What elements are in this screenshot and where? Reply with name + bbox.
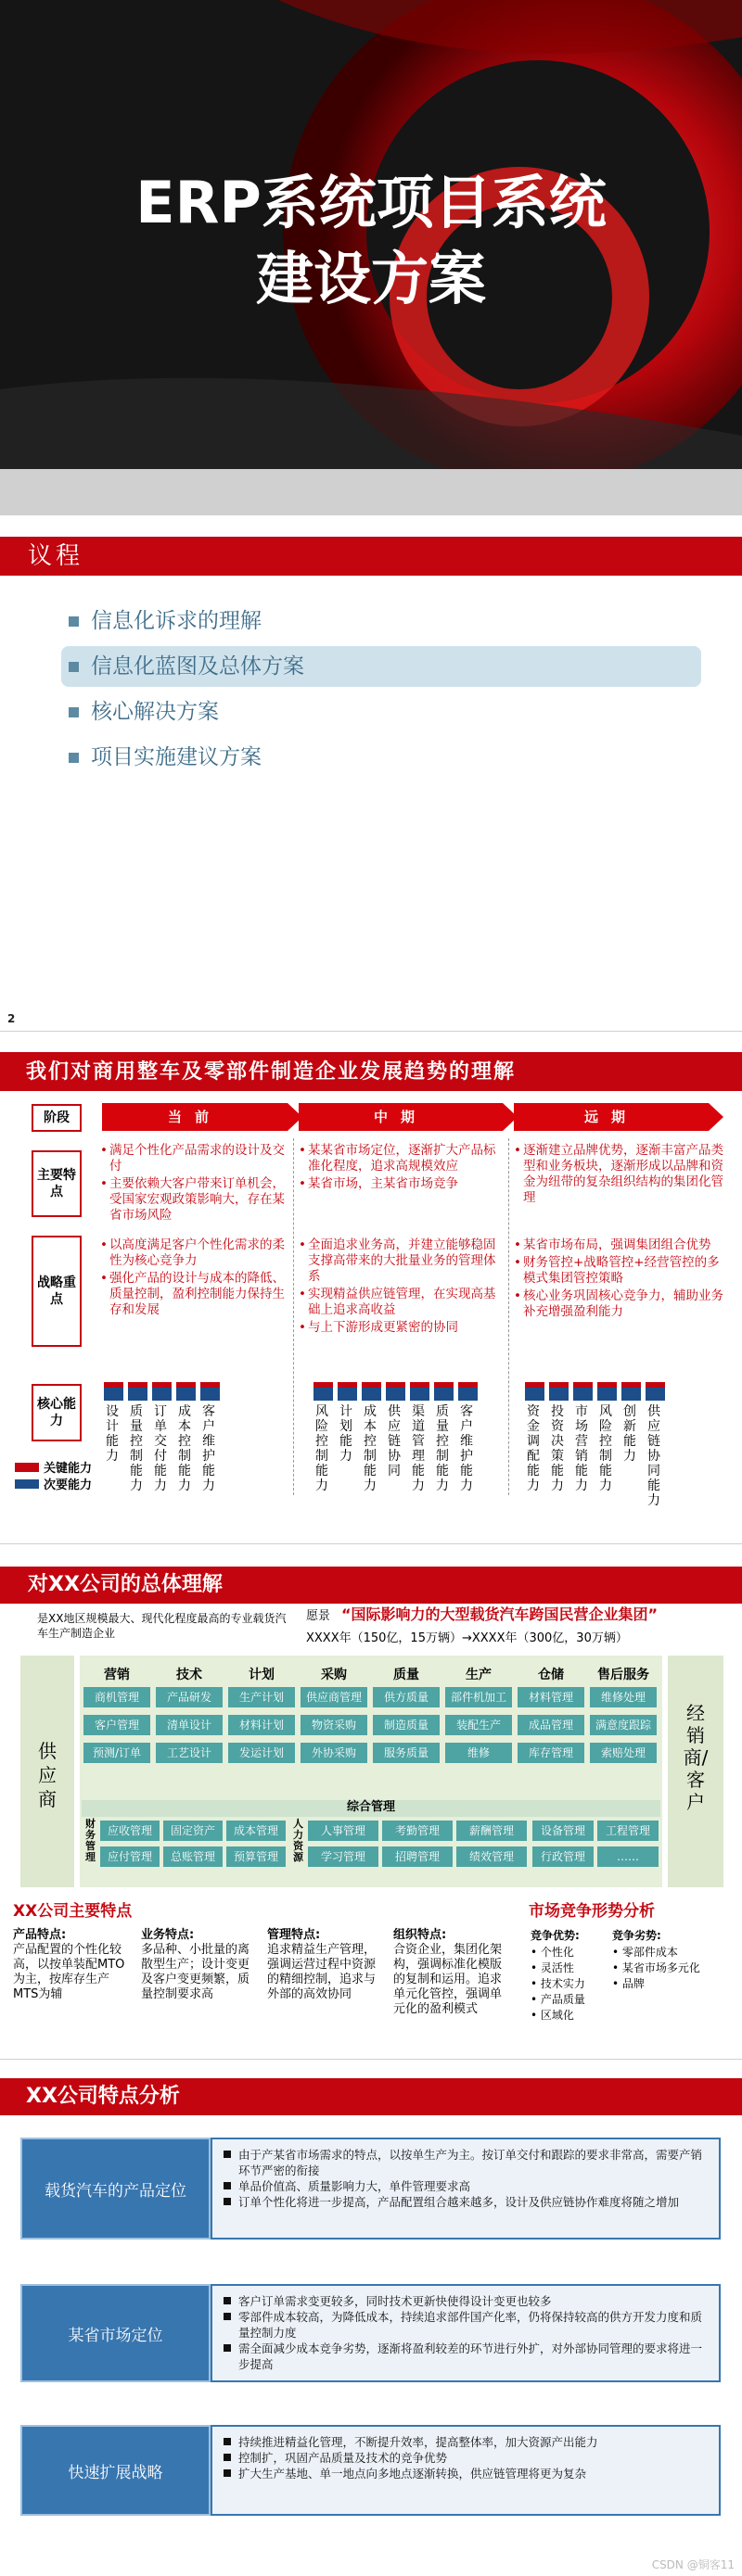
row-label-stage: 阶段 — [32, 1104, 82, 1132]
features-long — [514, 1143, 727, 1208]
analysis-point: 单品价值高、质量影响力大，单件管理要求高 — [224, 2178, 708, 2194]
advantage-title: 竞争优势: — [531, 1929, 580, 1942]
capability-label: 客户维护能力 — [460, 1404, 473, 1493]
hr-item: 薪酬管理 — [456, 1821, 527, 1841]
strategy-point: • 实现精益供应链管理，在实现高基础上追求高收益 — [299, 1287, 505, 1318]
column-divider — [293, 1138, 294, 1495]
process-item: 清单设计 — [156, 1715, 223, 1735]
analysis-point: 扩大生产基地、单一地点向多地点逐渐转换，供应链管理将更为复杂 — [224, 2466, 708, 2481]
capability-bar — [646, 1382, 665, 1401]
finance-label: 财务管理 — [85, 1818, 96, 1863]
capability-bar — [104, 1382, 123, 1401]
process-item: 制造质量 — [373, 1715, 440, 1735]
capability-label: 风险控制能力 — [599, 1404, 612, 1493]
capability-label: 资金调配能力 — [527, 1404, 540, 1493]
feature-column-text: 多品种、小批量的离散型生产；设计变更及客户变更频繁，质量控制要求高 — [141, 1943, 250, 2001]
finance-item: 成本管理 — [226, 1821, 286, 1841]
phase-mid: 中期 — [299, 1103, 503, 1131]
analysis-slide — [0, 2060, 742, 2576]
process-item: 生产计划 — [228, 1687, 295, 1707]
other-mgmt-item: 设备管理 — [532, 1821, 594, 1841]
capability-label: 投资决策能力 — [551, 1404, 564, 1493]
analysis-point: 由于产某省市场需求的特点，以按单生产为主。按订单交付和跟踪的要求非常高，需要产销环节严密的衔接 — [224, 2147, 708, 2178]
advantage-item: • 个性化 — [531, 1946, 574, 1959]
page-number: 2 — [7, 1012, 16, 1025]
feature-point: • 某某省市场定位，逐渐扩大产品标准化程度，追求高规模效应 — [299, 1143, 505, 1174]
feature-column-text: 追求精益生产管理，强调运营过程中资源的精细控制，追求与外部的高效协同 — [267, 1943, 377, 2001]
hr-item: 人事管理 — [308, 1821, 378, 1841]
general-mgmt-label: 综合管理 — [82, 1800, 660, 1817]
legend-minor — [15, 1475, 92, 1492]
cover-title-line2: 建设方案 — [255, 245, 486, 312]
agenda-list — [61, 601, 701, 782]
features-mid — [299, 1143, 505, 1194]
process-column-head: 技术 — [176, 1668, 202, 1682]
process-item: 成品管理 — [518, 1715, 584, 1735]
analysis-point: 客户订单需求变更较多，同时技术更新快使得设计变更也较多 — [224, 2293, 708, 2309]
other-mgmt-item: 行政管理 — [532, 1846, 594, 1867]
advantage-item: • 区域化 — [531, 2009, 574, 2022]
capability-label: 成本控制能力 — [364, 1404, 377, 1493]
analysis-header: XX公司特点分析 — [0, 2078, 742, 2115]
feature-column-head: 业务特点: — [141, 1928, 195, 1942]
row-label-features: 主要特点 — [32, 1150, 82, 1217]
capability-label: 风险控制能力 — [315, 1404, 328, 1493]
analysis-block-points — [211, 2284, 721, 2382]
process-item: 装配生产 — [445, 1715, 512, 1735]
agenda-item: 项目实施建议方案 — [61, 737, 701, 778]
hr-item: 绩效管理 — [456, 1846, 527, 1867]
finance-item: 预算管理 — [226, 1846, 286, 1867]
phase-long: 远期 — [514, 1103, 709, 1131]
capability-bar — [313, 1382, 333, 1401]
analysis-point: 控制扩，巩固产品质量及技术的竞争优势 — [224, 2450, 708, 2466]
analysis-block-points — [211, 2425, 721, 2516]
capability-label: 渠道管理能力 — [412, 1404, 425, 1493]
capability-label: 成本控制能力 — [178, 1404, 191, 1493]
process-item: 部件机加工 — [445, 1687, 512, 1707]
feature-column — [141, 1928, 256, 2002]
cover-slide — [0, 0, 742, 469]
threat-title: 竞争劣势: — [612, 1929, 661, 1942]
overview-header: 对XX公司的总体理解 — [0, 1567, 742, 1604]
analysis-point: 需全面减少成本竞争劣势，逐渐将盈利较差的环节进行外扩，对外部协同管理的要求将进一步提高 — [224, 2341, 708, 2372]
other-mgmt-item: 工程管理 — [597, 1821, 659, 1841]
process-item: 维修处理 — [590, 1687, 657, 1707]
process-item: 维修 — [445, 1743, 512, 1763]
advantage-item: • 产品质量 — [531, 1993, 585, 2006]
capability-bar — [525, 1382, 544, 1401]
process-item: 产品研发 — [156, 1687, 223, 1707]
agenda-header: 议程 — [0, 537, 742, 576]
capability-label: 供应链协同能力 — [647, 1404, 660, 1508]
market-title: 市场竞争形势分析 — [529, 1902, 655, 1921]
process-column-head: 质量 — [393, 1668, 419, 1682]
overview-slide — [0, 1544, 742, 2059]
hr-item: 招聘管理 — [382, 1846, 453, 1867]
row-label-capability: 核心能力 — [32, 1384, 82, 1441]
analysis-block-label: 载货汽车的产品定位 — [20, 2138, 211, 2240]
watermark: CSDN @铜客11 — [651, 2558, 735, 2571]
process-item: 材料管理 — [518, 1687, 584, 1707]
threat-item: • 品牌 — [612, 1977, 645, 1990]
capability-label: 计划能力 — [339, 1404, 352, 1464]
legend-key — [15, 1458, 92, 1476]
process-item: 外协采购 — [301, 1743, 367, 1763]
cover-title-line1: ERP系统项目系统 — [135, 169, 607, 236]
feature-column-head: 组织特点: — [393, 1928, 447, 1942]
finance-item: 总账管理 — [163, 1846, 223, 1867]
feature-column-head: 产品特点: — [13, 1928, 67, 1942]
strategy-point: • 核心业务巩固核心竞争力，辅助业务补充增强盈利能力 — [514, 1288, 727, 1320]
process-item: 索赔处理 — [590, 1743, 657, 1763]
strategy-point: • 某省市场布局，强调集团组合优势 — [514, 1237, 727, 1253]
analysis-point: 订单个性化将进一步提高，产品配置组合越来越多，设计及供应链协作难度将随之增加 — [224, 2194, 708, 2210]
process-item: 供应商管理 — [301, 1687, 367, 1707]
capability-bar — [573, 1382, 593, 1401]
feature-column-text: 合资企业，集团化架构，强调标准化模版的复制和运用。追求单元化管控，强调单元化的盈利模式 — [393, 1943, 503, 2016]
strategy-current — [100, 1237, 290, 1320]
hr-item: 考勤管理 — [382, 1821, 453, 1841]
feature-point: • 逐渐建立品牌优势，逐渐丰富产品类型和业务板块，逐渐形成以品牌和资金为纽带的复杂组织结构的集团化管理 — [514, 1143, 727, 1206]
agenda-item: 核心解决方案 — [61, 692, 701, 732]
other-mgmt-item: …… — [597, 1846, 659, 1867]
feature-column — [13, 1928, 128, 2002]
capability-bar — [152, 1382, 172, 1401]
capability-bar — [549, 1382, 569, 1401]
finance-item: 固定资产 — [163, 1821, 223, 1841]
finance-item: 应收管理 — [100, 1821, 160, 1841]
feature-column-text: 产品配置的个性化较高，以按单装配MTO为主，按库存生产MTS为辅 — [13, 1943, 125, 2001]
capability-label: 订单交付能力 — [154, 1404, 167, 1493]
process-item: 供方质量 — [373, 1687, 440, 1707]
legend-swatch-minor — [15, 1479, 39, 1489]
threat-item: • 某省市场多元化 — [612, 1961, 700, 1974]
capability-label: 设计能力 — [106, 1404, 119, 1464]
process-item: 工艺设计 — [156, 1743, 223, 1763]
strategy-long — [514, 1237, 727, 1322]
dealer-label: 经销商/客户 — [683, 1702, 709, 1813]
analysis-point: 持续推进精益化管理，不断提升效率，提高整体率，加大资源产出能力 — [224, 2434, 708, 2450]
process-item: 客户管理 — [83, 1715, 150, 1735]
capability-bar — [362, 1382, 381, 1401]
analysis-point: 零部件成本较高，为降低成本，持续追求部件国产化率，仍将保持较高的供方开发力度和质量控制力度 — [224, 2309, 708, 2341]
capability-bar — [597, 1382, 617, 1401]
trend-slide — [0, 1032, 742, 1543]
process-item: 发运计划 — [228, 1743, 295, 1763]
hr-label: 人力资源 — [293, 1818, 303, 1863]
analysis-block-points — [211, 2138, 721, 2240]
process-item: 物资采购 — [301, 1715, 367, 1735]
feature-point: • 主要依赖大客户带来订单机会，受国家宏观政策影响大，存在某省市场风险 — [100, 1176, 290, 1224]
feature-title: XX公司主要特点 — [13, 1902, 133, 1921]
process-item: 服务质量 — [373, 1743, 440, 1763]
feature-column — [267, 1928, 382, 2002]
strategy-mid — [299, 1237, 505, 1338]
column-divider — [508, 1138, 509, 1495]
capability-bar — [176, 1382, 196, 1401]
capability-bar — [386, 1382, 405, 1401]
capability-bar — [410, 1382, 429, 1401]
process-item: 商机管理 — [83, 1687, 150, 1707]
capability-label: 创新能力 — [623, 1404, 636, 1464]
process-column-head: 计划 — [249, 1668, 275, 1682]
capability-bar — [434, 1382, 454, 1401]
advantage-item: • 技术实力 — [531, 1977, 585, 1990]
phase-current: 当前 — [102, 1103, 288, 1131]
process-column-head: 营销 — [104, 1668, 130, 1682]
row-label-strategy: 战略重点 — [32, 1236, 82, 1347]
analysis-block-label: 某省市场定位 — [20, 2284, 211, 2382]
process-item: 预测/订单 — [83, 1743, 150, 1763]
trend-header: 我们对商用整车及零部件制造企业发展趋势的理解 — [0, 1052, 742, 1091]
vision-label: 愿景 — [306, 1609, 331, 1623]
capability-label: 质量控制能力 — [130, 1404, 143, 1493]
legend-key-label: 关键能力 — [44, 1462, 93, 1476]
strategy-point: • 全面追求业务高，并建立能够稳固支撑高带来的大批量业务的管理体系 — [299, 1237, 505, 1285]
feature-point: • 某省市场，主某省市场竞争 — [299, 1176, 505, 1192]
process-item: 满意度跟踪 — [590, 1715, 657, 1735]
capability-label: 客户维护能力 — [202, 1404, 215, 1493]
feature-column-head: 管理特点: — [267, 1928, 321, 1942]
capability-bar — [128, 1382, 147, 1401]
process-column-head: 采购 — [321, 1668, 347, 1682]
threat-item: • 零部件成本 — [612, 1946, 678, 1959]
supplier-label: 供应商 — [38, 1740, 57, 1810]
process-column-head: 仓储 — [538, 1668, 564, 1682]
agenda-slide — [0, 515, 742, 1031]
process-column-head: 生产 — [466, 1668, 492, 1682]
strategy-point: • 以高度满足客户个性化需求的柔性为核心竞争力 — [100, 1237, 290, 1269]
cover-title — [0, 165, 742, 317]
process-item: 库存管理 — [518, 1743, 584, 1763]
capability-bar — [621, 1382, 641, 1401]
process-column-head: 售后服务 — [597, 1668, 649, 1682]
features-current — [100, 1143, 290, 1225]
vision-text: “国际影响力的大型载货汽车跨国民营企业集团” — [341, 1605, 659, 1623]
analysis-block-label: 快速扩展战略 — [20, 2425, 211, 2516]
capability-bar — [200, 1382, 220, 1401]
legend-swatch-key — [15, 1463, 39, 1472]
hr-item: 学习管理 — [308, 1846, 378, 1867]
capability-label: 供应链协同 — [388, 1404, 401, 1478]
capability-bar — [338, 1382, 357, 1401]
strategy-point: • 强化产品的设计与成本的降低、质量控制，盈利控制能力保持生存和发展 — [100, 1271, 290, 1318]
advantage-item: • 灵活性 — [531, 1961, 574, 1974]
capability-bar — [458, 1382, 478, 1401]
strategy-point: • 财务管控+战略管控+经营管控的多模式集团管控策略 — [514, 1255, 727, 1287]
finance-item: 应付管理 — [100, 1846, 160, 1867]
strategy-point: • 与上下游形成更紧密的协同 — [299, 1320, 505, 1336]
capability-label: 市场营销能力 — [575, 1404, 588, 1493]
process-item: 材料计划 — [228, 1715, 295, 1735]
legend-minor-label: 次要能力 — [44, 1478, 93, 1492]
agenda-item: 信息化诉求的理解 — [61, 601, 701, 641]
feature-point: • 满足个性化产品需求的设计及交付 — [100, 1143, 290, 1174]
capability-label: 质量控制能力 — [436, 1404, 449, 1493]
company-intro: 是XX地区规模最大、现代化程度最高的专业载货汽车生产制造企业 — [37, 1612, 287, 1640]
feature-column — [393, 1928, 505, 2017]
vision-sub: XXXX年（150亿，15万辆）→XXXX年（300亿，30万辆） — [306, 1631, 628, 1645]
agenda-item-highlighted: 信息化蓝图及总体方案 — [61, 646, 701, 687]
